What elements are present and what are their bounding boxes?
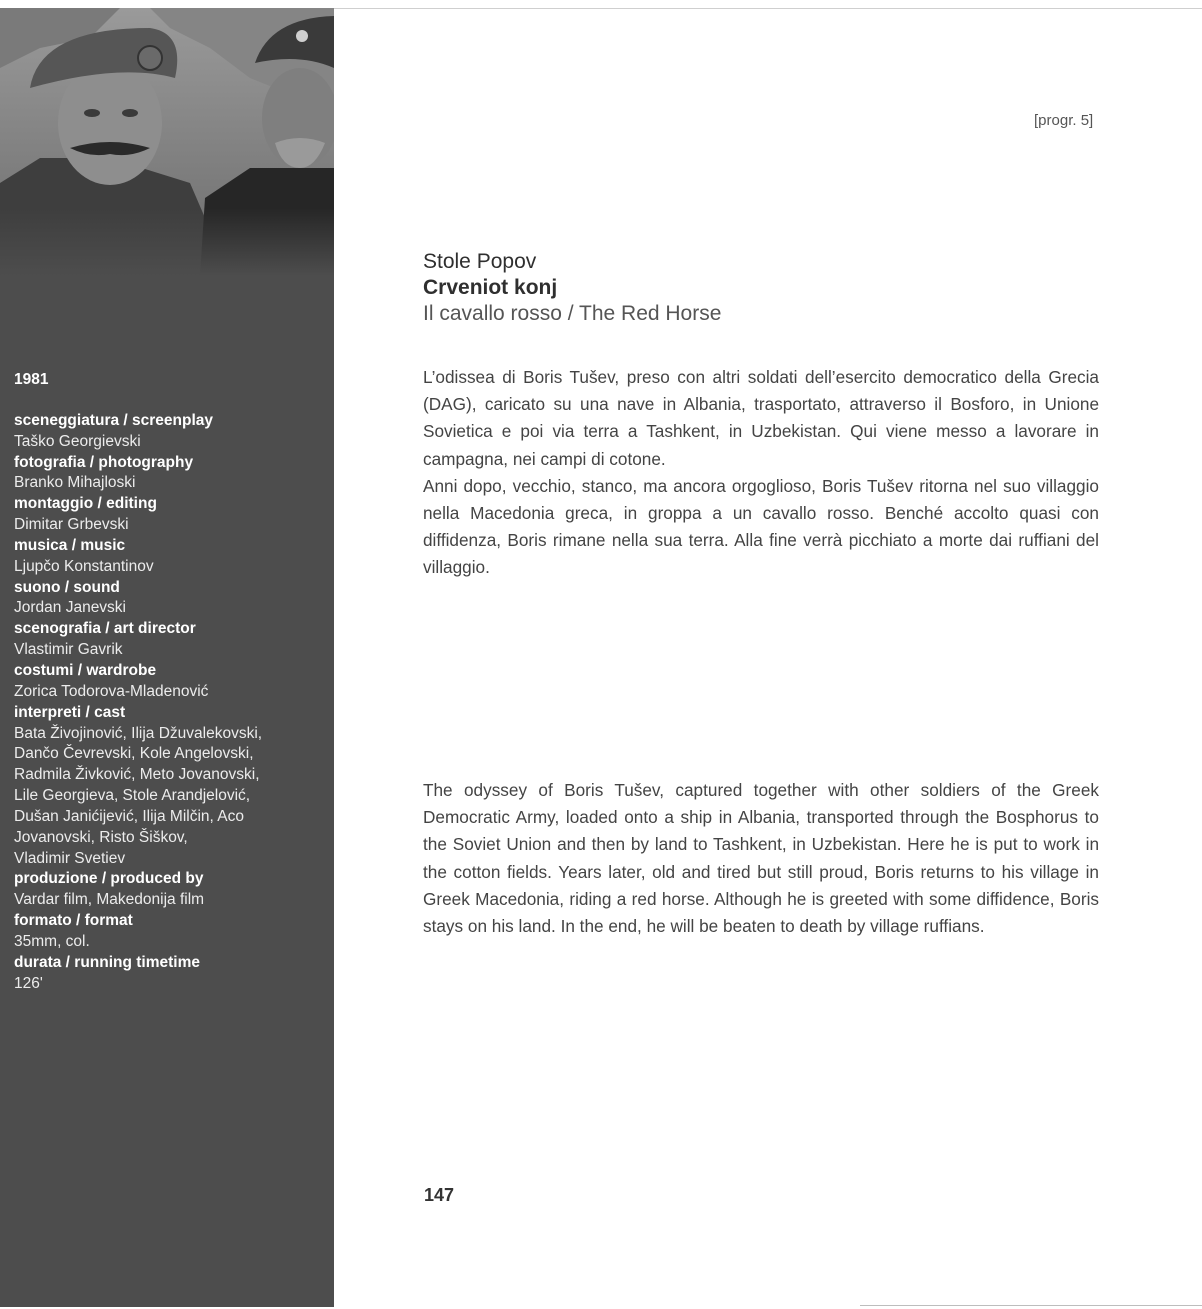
top-edge-rule — [334, 8, 1202, 9]
credit-value: Zorica Todorova-Mladenović — [14, 682, 209, 700]
page-number: 147 — [424, 1185, 455, 1205]
film-still-photo — [0, 8, 334, 276]
credit-value: Dušan Janićijević, Ilija Milčin, Aco — [14, 807, 245, 825]
credit-items — [14, 411, 324, 995]
credit-value: Vladimir Svetiev — [14, 849, 126, 867]
credit-value: Branko Mihajloski — [14, 474, 136, 492]
credit-value: Jovanovski, Risto Šiškov, — [14, 828, 188, 846]
credit-value: 35mm, col. — [14, 932, 90, 950]
credit-label: montaggio / editing — [14, 495, 157, 513]
synopsis-italian-paragraph: Anni dopo, vecchio, stanco, ma ancora orgoglioso, Boris Tušev ritorna nel suo villaggio nella Macedonia greca, in groppa a un cavallo rosso. Benché accolto quasi con diffidenza, Boris rimane nella sua terra. Alla fine verrà picchiato a morte dai ruffiani del villaggio. — [423, 475, 1099, 578]
credit-value: Bata Živojinović, Ilija Džuvalekovski, — [14, 724, 263, 742]
credit-value: 126' — [14, 974, 43, 992]
film-subtitle: Il cavallo rosso / The Red Horse — [423, 302, 722, 325]
credit-label: durata / running timetime — [14, 953, 201, 971]
film-heading — [423, 249, 721, 327]
film-title: Crveniot konj — [423, 276, 558, 299]
credit-value: Dimitar Grbevski — [14, 516, 129, 534]
synopsis-english-paragraph: The odyssey of Boris Tušev, captured together with other soldiers of the Greek Democratic Army, loaded onto a ship in Albania, transported through the Bosphorus to the Soviet Union and then by land to Tashkent, in Uzbekistan. Here he is put to work in the cotton fields. Years later, old and tired but still proud, Boris returns to his village in Greek Macedonia, riding a red horse. Although he is greeted with some diffidence, Boris stays on his land. In the end, he will be beaten to death by village ruffians. — [423, 780, 1099, 937]
credits-sidebar — [0, 8, 334, 1307]
credit-label: costumi / wardrobe — [14, 661, 157, 679]
credit-label: produzione / produced by — [14, 870, 204, 888]
credit-label: interpreti / cast — [14, 703, 126, 721]
program-reference: [progr. 5] — [1034, 112, 1094, 129]
credit-value: Radmila Živković, Meto Jovanovski, — [14, 766, 260, 784]
synopsis-italian-paragraph: L’odissea di Boris Tušev, preso con altri soldati dell’esercito democratico della Grecia (DAG), caricato su una nave in Albania, trasportato, attraverso il Bosforo, in Unione Sovietica e poi via terra a Tashkent, in Uzbekistan. Qui viene messo a lavorare in campagna, nei campi di cotone. — [423, 367, 1099, 469]
bottom-edge-rule — [860, 1305, 1202, 1306]
credit-value: Taško Georgievski — [14, 432, 141, 450]
credit-label: sceneggiatura / screenplay — [14, 411, 214, 429]
credit-label: suono / sound — [14, 578, 120, 596]
credit-value: Vlastimir Gavrik — [14, 641, 123, 659]
credit-value: Lile Georgieva, Stole Arandjelović, — [14, 787, 251, 805]
credit-label: formato / format — [14, 912, 133, 930]
credit-value: Ljupčo Konstantinov — [14, 557, 154, 575]
credit-value: Jordan Janevski — [14, 599, 127, 617]
credit-label: fotografia / photography — [14, 453, 194, 471]
production-year: 1981 — [14, 371, 49, 388]
credit-label: musica / music — [14, 536, 126, 554]
credit-value: Dančo Čevrevski, Kole Angelovski, — [14, 745, 254, 763]
synopsis-italian — [423, 364, 1099, 582]
director-name: Stole Popov — [423, 250, 537, 273]
synopsis-english — [423, 777, 1099, 940]
credit-value: Vardar film, Makedonija film — [14, 891, 205, 909]
credit-label: scenografia / art director — [14, 620, 196, 638]
credits-list — [14, 370, 324, 994]
